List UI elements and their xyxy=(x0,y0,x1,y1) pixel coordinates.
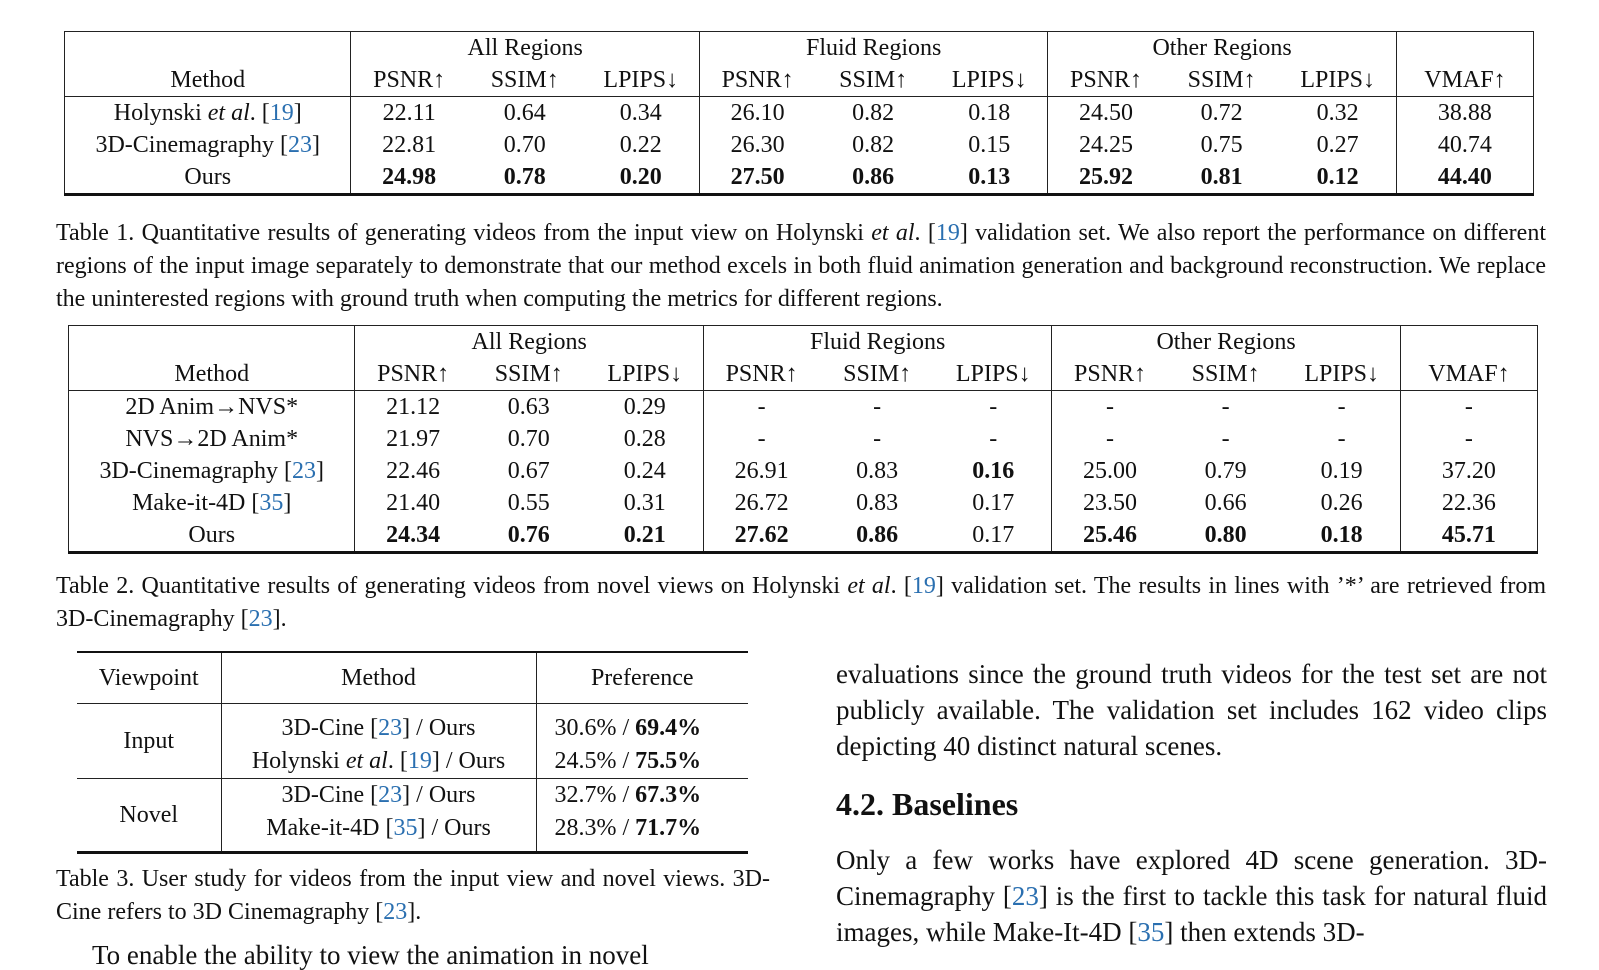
method-cell: 2D Anim→NVS* xyxy=(69,391,355,424)
value-cell: 0.79 xyxy=(1204,458,1247,484)
citation-link[interactable]: 23 xyxy=(292,458,317,484)
value-cell: - xyxy=(1337,426,1346,452)
metric-header: PSNR↑ xyxy=(699,64,815,97)
group-other-regions: Other Regions xyxy=(1052,326,1400,359)
metric-header: LPIPS↓ xyxy=(587,358,704,391)
value-cell: 21.12 xyxy=(355,391,471,424)
value-cell: 37.20 xyxy=(1400,455,1537,487)
table-1-group-header xyxy=(65,32,1534,65)
value-cell: 0.82 xyxy=(852,100,895,126)
table-3 xyxy=(77,651,748,854)
best-value: 24.34 xyxy=(386,522,441,548)
value-cell: - xyxy=(1337,394,1346,420)
best-value: 0.16 xyxy=(972,458,1015,484)
table-3-header xyxy=(77,652,748,704)
method-cell: Ours xyxy=(65,161,351,195)
metric-header: SSIM↑ xyxy=(1164,64,1280,97)
value-cell: 0.83 xyxy=(856,490,899,516)
citation-link[interactable]: 19 xyxy=(269,100,294,126)
metric-header: SSIM↑ xyxy=(471,358,587,391)
metric-header: SSIM↑ xyxy=(1168,358,1284,391)
citation-link[interactable]: 19 xyxy=(911,573,936,599)
value-cell: - xyxy=(989,426,998,452)
value-cell: 0.28 xyxy=(623,426,666,452)
group-all-regions: All Regions xyxy=(351,32,699,65)
value-cell: 0.72 xyxy=(1200,100,1243,126)
value-cell: 0.70 xyxy=(507,426,550,452)
best-value: 0.78 xyxy=(503,164,546,190)
best-value: 45.71 xyxy=(1441,522,1496,548)
value-cell: 26.30 xyxy=(699,129,815,161)
table-2-caption: Table 2. Quantitative results of generating videos from novel views on Holynski et al. [19] validation set. The results in lines with ’*’ are retrieved from 3D-Cinemagraphy [23]. xyxy=(56,573,1547,632)
value-cell: 0.64 xyxy=(503,100,546,126)
table-row xyxy=(69,487,1538,519)
table-1 xyxy=(64,31,1534,196)
table-3-caption: Table 3. User study for videos from the input view and novel views. 3D-Cine refers to 3D Cinemagraphy [23]. xyxy=(56,866,770,925)
value-cell: 26.10 xyxy=(699,97,815,130)
body-paragraph: evaluations since the ground truth videos for the test set are not publicly available. The validation set includes 162 video clips depicting 40 distinct natural scenes. xyxy=(836,659,1547,761)
viewpoint-cell: Input xyxy=(77,704,221,779)
value-cell: 0.26 xyxy=(1320,490,1363,516)
best-value: 25.92 xyxy=(1079,164,1134,190)
value-cell: - xyxy=(1221,394,1230,420)
viewpoint-header: Viewpoint xyxy=(77,652,221,704)
table-row xyxy=(69,455,1538,487)
table-row xyxy=(77,704,748,746)
method-header: Method xyxy=(221,652,536,704)
value-cell: - xyxy=(1052,423,1168,455)
metric-header: LPIPS↓ xyxy=(1284,358,1401,391)
method-header: Method xyxy=(65,64,351,97)
best-value: 0.80 xyxy=(1204,522,1247,548)
value-cell: 0.32 xyxy=(1316,100,1359,126)
value-cell: 0.15 xyxy=(968,132,1011,158)
best-value: 0.18 xyxy=(1320,522,1363,548)
method-cell: 3D-Cine [23] / Ours xyxy=(221,704,536,746)
value-cell: 24.50 xyxy=(1048,97,1164,130)
value-cell: 0.67 xyxy=(507,458,550,484)
value-cell: 22.36 xyxy=(1400,487,1537,519)
body-paragraph: Only a few works have explored 4D scene generation. 3D-Cinemagraphy [23] is the first to tackle this task for natural fluid images, while Make-It-4D [35] then extends 3D- xyxy=(836,845,1547,947)
method-header: Method xyxy=(69,358,355,391)
value-cell: 0.63 xyxy=(507,394,550,420)
value-cell: 26.72 xyxy=(703,487,819,519)
value-cell: 0.34 xyxy=(619,100,662,126)
table-row-ours xyxy=(69,519,1538,553)
method-cell: Holynski et al. [19] xyxy=(65,97,351,130)
table-2-group-header xyxy=(69,326,1538,359)
citation-link[interactable]: 19 xyxy=(935,220,960,246)
preference-cell: 32.7% / 67.3% xyxy=(536,779,748,813)
metric-header: PSNR↑ xyxy=(1048,64,1164,97)
value-cell: 0.27 xyxy=(1316,132,1359,158)
best-value: 44.40 xyxy=(1437,164,1492,190)
value-cell: - xyxy=(1221,426,1230,452)
citation-link[interactable]: 23 xyxy=(288,132,313,158)
metric-header: SSIM↑ xyxy=(467,64,583,97)
best-value: 24.98 xyxy=(382,164,437,190)
best-value: 0.86 xyxy=(856,522,899,548)
best-value: 0.13 xyxy=(968,164,1011,190)
value-cell: 38.88 xyxy=(1396,97,1533,130)
best-value: 0.76 xyxy=(507,522,550,548)
method-cell: 3D-Cinemagraphy [23] xyxy=(65,129,351,161)
value-cell: - xyxy=(1052,391,1168,424)
value-cell: 0.83 xyxy=(856,458,899,484)
table-row xyxy=(69,391,1538,424)
citation-link[interactable]: 35 xyxy=(1137,917,1165,947)
metric-header: PSNR↑ xyxy=(1052,358,1168,391)
value-cell: 21.40 xyxy=(355,487,471,519)
group-all-regions: All Regions xyxy=(355,326,703,359)
best-value: 27.50 xyxy=(730,164,785,190)
value-cell: - xyxy=(1400,391,1537,424)
citation-link[interactable]: 23 xyxy=(378,715,403,741)
citation-link[interactable]: 23 xyxy=(1011,881,1039,911)
value-cell: 0.19 xyxy=(1320,458,1363,484)
value-cell: 24.25 xyxy=(1048,129,1164,161)
viewpoint-cell: Novel xyxy=(119,801,179,828)
value-cell: 22.46 xyxy=(355,455,471,487)
method-cell: 3D-Cine [23] / Ours xyxy=(221,779,536,813)
method-cell: Ours xyxy=(69,519,355,553)
best-value: 27.62 xyxy=(734,522,789,548)
value-cell: 0.75 xyxy=(1200,132,1243,158)
best-value: 0.12 xyxy=(1316,164,1359,190)
value-cell: - xyxy=(989,394,998,420)
value-cell: 21.97 xyxy=(355,423,471,455)
best-value: 0.86 xyxy=(852,164,895,190)
value-cell: - xyxy=(873,394,882,420)
value-cell: 22.11 xyxy=(351,97,467,130)
value-cell: 40.74 xyxy=(1396,129,1533,161)
table-1-metric-header xyxy=(65,64,1534,97)
value-cell: 0.17 xyxy=(972,522,1015,548)
value-cell: 25.00 xyxy=(1052,455,1168,487)
citation-link[interactable]: 23 xyxy=(248,606,273,632)
value-cell: - xyxy=(873,426,882,452)
table-1-caption: Table 1. Quantitative results of generating videos from the input view on Holynski et al. [19] validation set. We also report the performance on different regions of the input image separately to demonstrate that our method excels in both fluid animation generation and background reconstruction. We replace the uninterested regions with ground truth when computing the metrics for different regions. xyxy=(56,220,1546,312)
value-cell: 0.22 xyxy=(619,132,662,158)
group-fluid-regions: Fluid Regions xyxy=(703,326,1051,359)
value-cell: 0.17 xyxy=(972,490,1015,516)
method-cell: Make-it-4D [35] / Ours xyxy=(221,812,536,853)
value-cell: 0.82 xyxy=(852,132,895,158)
best-value: 0.21 xyxy=(623,522,666,548)
metric-header: PSNR↑ xyxy=(351,64,467,97)
metric-header: PSNR↑ xyxy=(703,358,819,391)
table-row xyxy=(65,129,1534,161)
method-cell: NVS→2D Anim* xyxy=(69,423,355,455)
value-cell: - xyxy=(1400,423,1537,455)
metric-header: LPIPS↓ xyxy=(1280,64,1397,97)
preference-header: Preference xyxy=(536,652,748,704)
metric-header: LPIPS↓ xyxy=(931,64,1048,97)
value-cell: 0.55 xyxy=(507,490,550,516)
citation-link[interactable]: 35 xyxy=(393,815,418,841)
method-cell: Make-it-4D [35] xyxy=(69,487,355,519)
body-paragraph-cut: To enable the ability to view the animation in novel xyxy=(92,940,649,970)
value-cell: 23.50 xyxy=(1052,487,1168,519)
citation-link[interactable]: 23 xyxy=(383,899,408,925)
value-cell: 0.66 xyxy=(1204,490,1247,516)
metric-header: SSIM↑ xyxy=(815,64,931,97)
preference-cell: 24.5% / 75.5% xyxy=(536,745,748,779)
metric-header: SSIM↑ xyxy=(819,358,935,391)
vmaf-header: VMAF↑ xyxy=(1396,64,1533,97)
preference-cell: 28.3% / 71.7% xyxy=(536,812,748,853)
vmaf-header: VMAF↑ xyxy=(1400,358,1537,391)
method-cell: Holynski et al. [19] / Ours xyxy=(221,745,536,779)
value-cell: 0.18 xyxy=(968,100,1011,126)
best-value: 0.20 xyxy=(619,164,662,190)
table-row xyxy=(65,97,1534,130)
table-row-ours xyxy=(65,161,1534,195)
citation-link[interactable]: 19 xyxy=(407,748,432,774)
metric-header: LPIPS↓ xyxy=(583,64,700,97)
preference-cell: 30.6% / 69.4% xyxy=(536,704,748,746)
value-cell: - xyxy=(703,391,819,424)
value-cell: 0.29 xyxy=(623,394,666,420)
group-other-regions: Other Regions xyxy=(1048,32,1396,65)
table-2-metric-header xyxy=(69,358,1538,391)
best-value: 0.81 xyxy=(1200,164,1243,190)
value-cell: - xyxy=(703,423,819,455)
value-cell: 0.24 xyxy=(623,458,666,484)
section-heading: 4.2. Baselines xyxy=(836,786,1019,822)
value-cell: 26.91 xyxy=(703,455,819,487)
value-cell: 0.31 xyxy=(623,490,666,516)
metric-header: PSNR↑ xyxy=(355,358,471,391)
table-row xyxy=(69,423,1538,455)
value-cell: 0.70 xyxy=(503,132,546,158)
citation-link[interactable]: 35 xyxy=(259,490,284,516)
method-cell: 3D-Cinemagraphy [23] xyxy=(69,455,355,487)
table-2 xyxy=(68,325,1538,554)
table-row xyxy=(77,779,748,813)
metric-header: LPIPS↓ xyxy=(935,358,1052,391)
citation-link[interactable]: 23 xyxy=(378,782,403,808)
value-cell: 22.81 xyxy=(351,129,467,161)
group-fluid-regions: Fluid Regions xyxy=(699,32,1047,65)
best-value: 25.46 xyxy=(1083,522,1138,548)
